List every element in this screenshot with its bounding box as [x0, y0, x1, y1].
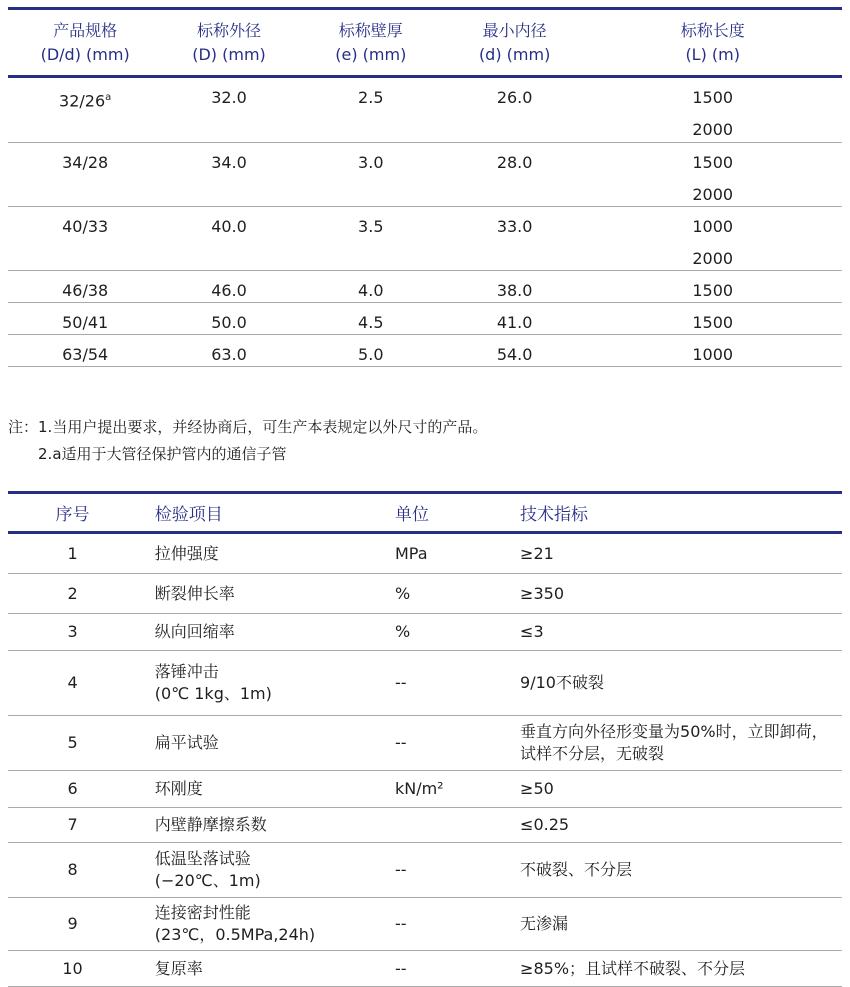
- header-nominal-od: 标称外径 (D) (mm): [192, 21, 266, 64]
- cell-test-item: 落锤冲击 (0℃ 1kg、1m): [154, 662, 272, 703]
- table-row: [8, 207, 842, 271]
- cell-id: 33.0: [496, 217, 533, 236]
- cell-length: 1500 2000: [692, 153, 734, 204]
- cell-test-item: 低温坠落试验 (−20℃、1m): [154, 849, 261, 890]
- cell-seq-no: 7: [67, 815, 78, 834]
- cell-wall: 4.0: [358, 281, 384, 300]
- table-row: [8, 771, 842, 808]
- note-prefix: 注：: [8, 418, 39, 436]
- table-row: [8, 303, 842, 335]
- cell-tech-index: 无渗漏: [520, 914, 569, 933]
- test-items-table: [8, 491, 842, 987]
- document-page: [0, 7, 850, 987]
- header-seq-no: 序号: [55, 505, 90, 525]
- cell-unit: [378, 808, 503, 843]
- test-items-header-row: [8, 493, 842, 533]
- cell-length: 1500: [692, 281, 734, 300]
- cell-seq-no: 6: [67, 779, 78, 798]
- product-spec-table: [8, 7, 842, 367]
- cell-id: 41.0: [496, 313, 533, 332]
- cell-tech-index: ≤0.25: [520, 815, 570, 834]
- header-tech-index: 技术指标: [520, 505, 589, 525]
- table-row: [8, 77, 842, 143]
- cell-wall: 5.0: [358, 345, 384, 364]
- table-row: [8, 335, 842, 367]
- cell-od: 40.0: [211, 217, 247, 236]
- cell-test-item: 扁平试验: [154, 733, 219, 752]
- cell-unit: --: [394, 673, 407, 692]
- cell-seq-no: 10: [62, 958, 83, 978]
- cell-length: 1500: [692, 313, 734, 332]
- cell-unit: --: [394, 958, 407, 978]
- product-spec-header-row: [8, 9, 842, 77]
- cell-id: 38.0: [496, 281, 533, 300]
- cell-seq-no: 1: [67, 543, 78, 563]
- cell-unit: --: [394, 914, 407, 933]
- cell-seq-no: 8: [67, 860, 78, 879]
- table-row: [8, 898, 842, 951]
- table-row: [8, 843, 842, 898]
- cell-spec: 46/38: [62, 281, 109, 300]
- cell-tech-index: 垂直方向外径形变量为50%时，立即卸荷， 试样不分层，无破裂: [520, 722, 828, 763]
- header-unit: 单位: [394, 505, 429, 525]
- cell-tech-index: ≥85%；且试样不破裂、不分层: [520, 958, 746, 978]
- cell-test-item: 断裂伸长率: [154, 583, 235, 603]
- cell-id: 54.0: [496, 345, 533, 364]
- cell-spec: 32/26$^a$: [59, 91, 112, 111]
- footnote-marker: a: [105, 92, 112, 103]
- cell-id: 28.0: [496, 153, 533, 172]
- header-nominal-wall: 标称壁厚 (e) (mm): [335, 21, 407, 64]
- cell-od: 34.0: [211, 153, 247, 172]
- cell-wall: 3.5: [358, 217, 384, 236]
- cell-od: 50.0: [211, 313, 247, 332]
- cell-od: 32.0: [211, 88, 247, 107]
- cell-tech-index: ≥350: [520, 583, 564, 603]
- cell-unit: --: [394, 860, 407, 879]
- cell-seq-no: 2: [67, 583, 78, 603]
- table-notes: [8, 414, 842, 468]
- table-row: [8, 574, 842, 614]
- table-row: [8, 271, 842, 303]
- note-line-1: 1.当用户提出要求，并经协商后，可生产本表规定以外尺寸的产品。: [38, 418, 488, 436]
- cell-unit: kN/m²: [394, 779, 444, 798]
- cell-seq-no: 4: [67, 673, 78, 692]
- cell-od: 63.0: [211, 345, 247, 364]
- cell-spec: 40/33: [62, 217, 109, 236]
- cell-test-item: 环刚度: [154, 779, 203, 798]
- cell-tech-index: ≥50: [520, 779, 554, 798]
- cell-length: 1000: [692, 345, 734, 364]
- cell-spec: 34/28: [62, 153, 109, 172]
- cell-length: 1500 2000: [692, 88, 734, 139]
- cell-seq-no: 5: [67, 733, 78, 752]
- note-line-2: 2.a适用于大管径保护管内的通信子管: [38, 445, 287, 463]
- table-row: [8, 951, 842, 987]
- header-test-item: 检验项目: [154, 505, 223, 525]
- cell-test-item: 内壁静摩擦系数: [154, 815, 267, 834]
- cell-tech-index: ≤3: [520, 622, 544, 641]
- cell-seq-no: 3: [67, 622, 78, 641]
- cell-spec: 63/54: [62, 345, 109, 364]
- cell-test-item: 纵向回缩率: [154, 622, 235, 641]
- cell-wall: 3.0: [358, 153, 384, 172]
- cell-length: 1000 2000: [692, 217, 734, 268]
- cell-unit: --: [394, 733, 407, 752]
- header-min-id: 最小内径 (d) (mm): [478, 21, 551, 64]
- cell-od: 46.0: [211, 281, 247, 300]
- cell-spec: 50/41: [62, 313, 109, 332]
- cell-seq-no: 9: [67, 914, 78, 933]
- table-row: [8, 716, 842, 771]
- table-row: [8, 614, 842, 651]
- cell-tech-index: 9/10不破裂: [520, 673, 604, 692]
- header-nominal-length: 标称长度 (L) (m): [680, 21, 745, 64]
- cell-test-item: 复原率: [154, 958, 203, 978]
- table-row: [8, 808, 842, 843]
- table-row: [8, 143, 842, 207]
- cell-test-item: 拉伸强度: [154, 543, 219, 563]
- cell-unit: %: [394, 583, 411, 603]
- cell-tech-index: 不破裂、不分层: [520, 860, 633, 879]
- cell-unit: MPa: [394, 543, 428, 563]
- cell-test-item: 连接密封性能 (23℃，0.5MPa,24h): [154, 903, 316, 944]
- note-lines: [38, 414, 842, 468]
- table-row: [8, 533, 842, 574]
- cell-wall: 2.5: [358, 88, 384, 107]
- cell-unit: %: [394, 622, 411, 641]
- cell-wall: 4.5: [358, 313, 384, 332]
- cell-tech-index: ≥21: [520, 543, 554, 563]
- header-product-spec: 产品规格 (D/d) (mm): [40, 21, 130, 64]
- table-row: [8, 651, 842, 716]
- cell-id: 26.0: [496, 88, 533, 107]
